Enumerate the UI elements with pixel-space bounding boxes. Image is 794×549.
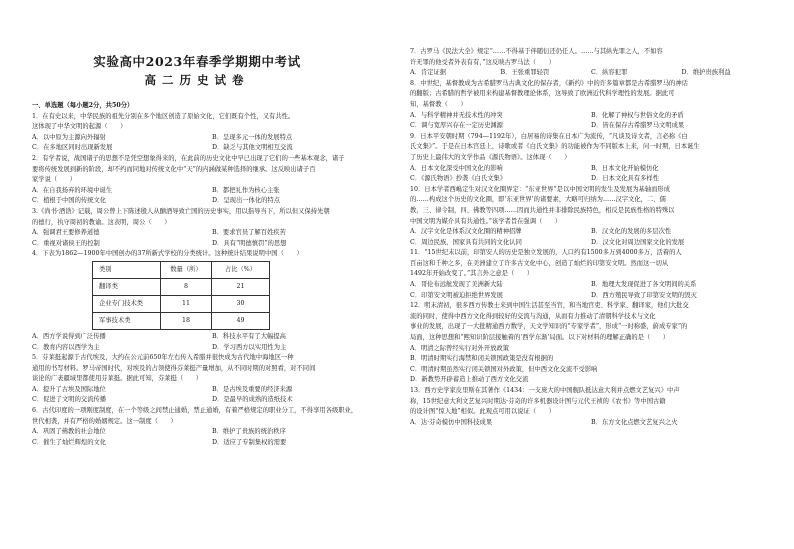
table-cell: 30 (212, 295, 270, 312)
option: C．教育内容以西学为主 (32, 343, 100, 351)
option: B．地理大发现促进了各文明间的关系 (591, 281, 697, 289)
option: C．《源氏物语》抄袭《白氏文集》 (410, 175, 507, 183)
question-8-options (410, 111, 772, 122)
option: B．王张重罪轻罚 (500, 69, 550, 77)
option: C．催生了灿烂辉煌的文化 (32, 438, 107, 446)
question-12-line: 12．明末清初，很多西方传教士来到中国生活甚至当官，和当地官吏、科学家、翻译家，他们大批交 (410, 302, 689, 310)
table-header-row (93, 261, 270, 278)
table-header-cell: 占比（%） (212, 261, 270, 278)
option: D．适应了专制集权的需要 (212, 438, 287, 446)
question-12-option: C．明清时期虽然实行闭关锁国对外政策，但中西文化交流不受影响 (410, 365, 598, 373)
option: C．周边民族，国家具有共同的文化认同 (410, 238, 522, 246)
option: D．日本文化具有多样性 (591, 175, 660, 183)
question-6-line: 世代相袭，并有严格的婚姻规定。这一制度（ ） (32, 417, 177, 425)
question-11-options (410, 280, 772, 291)
question-12-option: D．新教势开辟蓄造上推动了西方文化交流 (410, 376, 529, 384)
option: D．是最早的成熟的造纸技术 (212, 396, 293, 404)
question-3-options (32, 228, 392, 239)
question-10-options (410, 238, 772, 249)
table-cell: 8 (161, 278, 212, 295)
option: A．提升了古埃及国际地位 (32, 385, 106, 393)
option: C．植根于中国的传统文化 (32, 197, 107, 205)
question-10-options (410, 227, 772, 238)
question-10-line: 的……构成这个历史的文化圈，即‘东亚世界’的诸要素，大略可归纳为……汉字文化，二、儒 (410, 196, 666, 204)
table-cell: 11 (161, 295, 212, 312)
question-4-line: 4．下表为1862—1900年中国创办的37所新式学校的分类统计。这种统计结果说明中国（ ） (32, 250, 303, 258)
question-9-options (410, 174, 772, 185)
option: C．在多地区同时出现新发展 (32, 144, 113, 152)
question-9-line: 了历史上最伟大的文学作品《源氏物语》。这体现（ ） (410, 153, 571, 161)
table-row (93, 278, 270, 295)
right-column (410, 47, 772, 428)
table-header-cell: 数量（所） (161, 261, 212, 278)
option: B．东方文化点燃文艺复兴之火 (591, 418, 678, 426)
question-9-line: 氏文集》”。于是在日本宫廷上，诗歌或者《白氏文集》的功能被作为不同版本上来，问一时期，日本诞生 (410, 143, 700, 151)
option: B．要求官员了解百姓疾苦 (212, 229, 286, 237)
question-5-line: 5．芬莱挺起源于古代埃及，大约在公元前650年左右传入希腊并很快成为古代地中海地区一种 (32, 354, 294, 362)
question-8-line: 知，基督教（ ） (410, 100, 467, 108)
question-12-line: 流的同时，使得中西方文化得到较好的交流与沟通，从而有力推动了清朝科学技术与文化 (410, 312, 656, 320)
option: C．印第安文明被迫拒绝世界发展 (410, 291, 503, 299)
table-row (93, 312, 270, 329)
question-12-option: B．明清时期实行海禁和闭关锁国政策是没有根据的 (410, 355, 554, 363)
question-10-line: 教，三、律令制，四、佛教等四项……因而共通性并非排除民族特色，相反是民族性格的特殊以 (410, 206, 675, 214)
option: B．呈现多元一体的发展特点 (212, 133, 293, 141)
option: A．汉字文化是体系汉文化圈的精神招牌 (410, 228, 522, 236)
question-6-options (32, 427, 392, 438)
question-10-line: 10．日本学者西嶋定生对汉文化圈界定：“东亚世界”是以中国文明的发生及发展为基轴而形成 (410, 185, 671, 193)
question-13-line: 称，15世纪意大利文艺复兴时期达·芬奇的许多机器设计图与元代王祯的《农书》等中国古籍 (410, 397, 666, 405)
option: D．维护贵族利益 (681, 69, 731, 77)
option: B．科技水平有了大幅提高 (212, 332, 286, 340)
question-3-options (32, 239, 392, 250)
question-1-options (32, 143, 392, 154)
option: D．呈现出一体化的特点 (212, 197, 281, 205)
question-5-line: 通用的书写材料。罗马帝国时代，对埃及的占领使得芬莱挺产量增加，从不同时期的对照看，对不同间 (32, 364, 316, 372)
option: D．具有“明德慎罚”的思想 (212, 239, 287, 247)
question-7-line: 许无罪的他受者外表有有，”这反映古罗马法（ ） (410, 58, 555, 66)
option: A．达·芬奇模仿中国科技成果 (410, 418, 493, 426)
question-8-line: 的翻版；古希腊的哲学被用来构建基督教理论体系，这导致了欧洲近代科学理性的发展。据此可 (410, 90, 675, 98)
exam-subtitle: 高二历史试卷 (144, 73, 250, 87)
table-cell: 49 (212, 312, 270, 329)
question-4-options (32, 332, 392, 343)
option: A．与科学精神并无技术性的冲突 (410, 111, 503, 119)
option: A．强调君王要修养道德 (32, 229, 100, 237)
table-cell: 18 (161, 312, 212, 329)
question-1-line: 1．在有史以来，中华民族的祖先分别在多个地区创造了原始文化，它们既有个性，又有共性。 (32, 112, 295, 120)
option: B．是古埃及重要的经济来源 (212, 385, 293, 393)
question-11-line: 百亩这和千种之多，在美洲建立了许多古文化中心，创造了灿烂的印第安文明。然而这一切从 (410, 259, 669, 267)
question-13-line: 的设计图“惊人地”相似。此观点可用以说证（ ） (410, 408, 555, 416)
question-2-options (32, 196, 392, 207)
option: D．皆在保存古希腊罗马文明成果 (591, 122, 685, 130)
question-8-options (410, 121, 772, 132)
question-6-line: 6．古代印度的一项刚度制度，在一个等级之间禁止通婚，禁止通婚，有着严格规定的职业分工，不得享用各级职业， (32, 407, 358, 415)
option: A．在自我扬弃的环境中诞生 (32, 186, 113, 194)
question-3-line: 的德行，执守周初的教谕。这表明，周公（ ） (32, 218, 171, 226)
option: D．缺乏与其他文明相互交流 (212, 144, 293, 152)
table-row (93, 295, 270, 312)
table-cell: 翻译类 (93, 278, 161, 295)
question-9-line: 9．日本平安朝时期（794—1192年），白居易的诗集在日本广为流传，“凡谈及诗文者，言必称《白 (410, 132, 688, 140)
option: A．巩固了佛教的社会地位 (32, 428, 106, 436)
option: B．化解了神权与世俗文化的矛盾 (591, 111, 684, 119)
question-13-line: 13．西方史学家皮里斯在其著作《1434：一支庞大的中国舰队抵达意大利并点燃文艺复兴》中声 (410, 387, 680, 394)
section-heading: 一、单选题（每小题2分，共50分） (32, 102, 134, 109)
option: C．促进了文明的交流传播 (32, 396, 107, 404)
table-cell: 军事技术类 (93, 312, 161, 329)
question-1-line: 这体现了中华文明的起源（ ） (32, 123, 127, 131)
question-2-options (32, 186, 392, 197)
option: B．维护了贵族的统治秩序 (212, 428, 286, 436)
option: D．汉文化对周边国家文化的发展 (591, 238, 685, 246)
question-4-options (32, 343, 392, 354)
question-12-line: 局面，这种思想和“熙知识阶层接触着的‘西学东渐’局面。以下对材料的理解正确的是（ ） (410, 334, 670, 342)
question-11-options (410, 291, 772, 302)
question-13-options (410, 418, 772, 429)
option: D．西方殖民导致了印第安文明的毁灭 (591, 291, 697, 299)
option: A．哥伦布远航发现了美洲新大陆 (410, 281, 503, 289)
option: A．以中原为主源向外辐射 (32, 133, 106, 141)
question-5-options (32, 395, 392, 406)
question-2-line: 要将传统发展到新的阶段，却不约而同地对传统文化中“天”的内涵做某种选择的继承。这反映出诸子百 (32, 165, 316, 173)
table-cell: 21 (212, 278, 270, 295)
question-7-options (410, 68, 772, 79)
question-5-line: 谈论的广袤疆域里都使用芬莱挺。据此可知，芬莱挺（ ） (32, 375, 203, 383)
option: D．学习西方以实用性为主 (212, 343, 287, 351)
option: B．汉文化的发展的多层次性 (591, 228, 672, 236)
question-11-line: 1492年开始改变了。”其言外之意是（ ） (410, 270, 534, 278)
table-cell: 企业专门技术类 (93, 295, 161, 312)
option: C．重视对诸侯王的控制 (32, 239, 100, 247)
exam-title: 实验高中2023年春季学期期中考试 (93, 54, 301, 69)
left-column (32, 101, 392, 448)
option: C．纵容犯罪 (591, 69, 628, 77)
question-5-options (32, 385, 392, 396)
question-12-option: A．明清之际曾经实行对外开放政策 (410, 344, 510, 352)
option: A．肯定证据 (410, 69, 447, 77)
option: B．日本文化开始模仿化 (591, 164, 659, 172)
option: A．日本文化深受中国文化的影响 (410, 164, 503, 172)
school-stats-table (92, 261, 270, 330)
question-3-line: 3.《尚书·酒诰》记载，周公曾上下陈述殷人从酗酒导致亡国的历史事实，用以指导当下，所以但又保持先朝 (32, 207, 330, 215)
question-11-line: 11．“15世纪末以前，印第安人的历史是独立发展的，人口约有1500多万到4000多万，活着的人 (410, 249, 682, 257)
question-7-line: 7．古罗马《民法大全》规定“……不得基于伴随衍还仍任人。……与其纵先罪之人，不如容 (410, 48, 663, 55)
option: A．西方学说得到广泛传播 (32, 332, 106, 340)
question-2-line: 家学说（ ） (32, 176, 77, 184)
question-6-options (32, 438, 392, 449)
table-header-cell: 类别 (93, 261, 161, 278)
question-12-line: 事业的发展，出现了一大批精通西方数学，天文学知识的“专家学者”，形成“一时称盛，蔚成专家”的 (410, 323, 688, 331)
option: B．都把礼作为核心主张 (212, 186, 280, 194)
option: C．调与宽厚兴存在一定历史渊源 (410, 122, 503, 130)
question-9-options (410, 164, 772, 175)
question-2-line: 2．有学者说，战国诸子的思想不是凭空想象得来的，在此前的历史文化中早已出现了它们的一些基本观念，诸子 (32, 154, 345, 162)
question-8-line: 8．中世纪，基督教成为古希腊罗马古典文化的保存者，《新约》中的许多篇章都是古希腊罗马的神话 (410, 79, 688, 87)
question-10-line: 中国文明为媒介具有共通性。”该学者旨在强调（ ） (410, 217, 562, 225)
question-1-options (32, 133, 392, 144)
